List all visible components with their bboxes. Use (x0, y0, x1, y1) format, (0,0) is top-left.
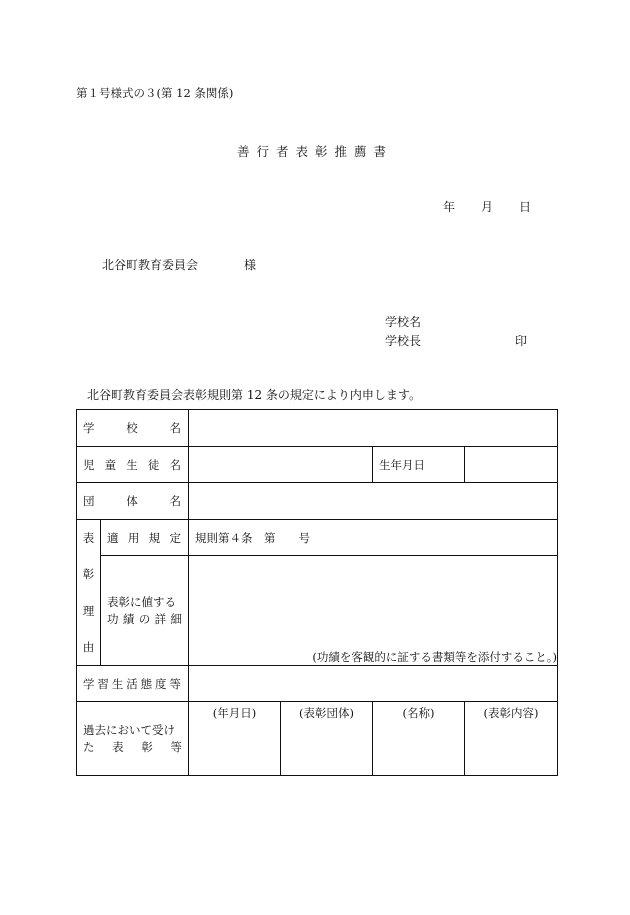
student-label (77, 457, 188, 473)
intro-text: 北谷町教育委員会表彰規則第 12 条の規定により内申します。 (87, 388, 421, 402)
past-awards-row (77, 702, 558, 776)
rule-value-cell[interactable] (189, 520, 558, 556)
label-char: 生 (111, 676, 124, 691)
reason-category-cell (77, 520, 101, 666)
birthdate-input-cell[interactable] (465, 447, 558, 483)
label-char: 児 (83, 457, 95, 472)
past-date-header: (年月日) (212, 706, 257, 720)
label-char: 表 (82, 531, 95, 546)
label-char: 童 (104, 457, 117, 472)
group-input-cell[interactable] (189, 483, 558, 520)
label-char: 校 (126, 421, 138, 435)
merit-label-line1: 表彰に値する (107, 594, 176, 609)
past-label-line1: 過去において受け (83, 722, 175, 737)
birthdate-label-cell (373, 447, 465, 483)
label-char: 学 (83, 421, 95, 435)
merit-label (101, 594, 188, 628)
label-char: 績 (122, 611, 135, 626)
label-char: 態 (140, 676, 153, 691)
label-char: 名 (169, 421, 181, 435)
past-name-col[interactable] (373, 702, 465, 776)
past-content-header: (表彰内容) (483, 706, 539, 720)
year-label: 年 (443, 200, 456, 214)
label-char: 表 (112, 739, 124, 754)
merit-note: (功績を客観的に証する書類等を添付すること。) (312, 650, 558, 664)
merit-label-line2 (107, 611, 182, 628)
attitude-row (77, 666, 558, 702)
label-char: た (83, 739, 95, 754)
label-char: 功 (107, 611, 119, 626)
past-label-line2 (83, 739, 182, 756)
past-org-col[interactable] (281, 702, 373, 776)
merit-label-cell (101, 556, 189, 666)
label-char: 適 (107, 530, 119, 545)
past-awards-label (77, 722, 188, 756)
label-char: 細 (170, 611, 182, 626)
seal-mark: 印 (515, 334, 528, 348)
label-char: 生 (126, 457, 138, 472)
label-char: 学 (83, 676, 95, 691)
label-char: 活 (126, 676, 138, 691)
label-char: 定 (169, 530, 181, 545)
birthdate-label: 生年月日 (379, 457, 425, 472)
label-char: 徒 (147, 457, 160, 472)
rule-value: 規則第４条 第 号 (195, 530, 310, 545)
attitude-label-cell (77, 666, 189, 702)
past-org-header: (表彰団体) (299, 706, 354, 720)
group-label (77, 493, 188, 509)
past-date-col[interactable] (189, 702, 281, 776)
recommendation-form-table (76, 409, 558, 776)
attitude-label (77, 676, 188, 692)
rule-label-cell (101, 520, 189, 556)
student-label-cell (77, 447, 189, 483)
past-name-header: (名称) (402, 706, 435, 720)
date-line (443, 198, 531, 215)
label-char: 名 (169, 457, 181, 472)
form-reference: 第１号様式の３(第 12 条関係) (76, 86, 234, 100)
label-char: 由 (82, 639, 95, 654)
school-row (77, 410, 558, 447)
label-char: 等 (170, 739, 182, 754)
rule-row (77, 520, 558, 556)
merit-row (77, 556, 558, 666)
attitude-input-cell[interactable] (189, 666, 558, 702)
label-char: 等 (169, 676, 181, 691)
label-char: 習 (97, 676, 109, 691)
label-char: 彰 (141, 739, 153, 754)
label-char: 理 (82, 603, 95, 618)
reason-category-label (77, 520, 100, 665)
school-label (77, 420, 188, 436)
group-label-cell (77, 483, 189, 520)
applicable-rule-label (101, 530, 188, 546)
past-label-cell (77, 702, 189, 776)
student-row (77, 447, 558, 483)
student-input-cell[interactable] (189, 447, 373, 483)
school-name-label: 学校名 (385, 315, 422, 329)
past-content-col[interactable] (465, 702, 558, 776)
label-char: 団 (83, 494, 95, 508)
month-label: 月 (481, 200, 494, 214)
principal-label: 学校長 (385, 334, 422, 348)
label-char: 用 (127, 530, 140, 545)
merit-input-cell[interactable] (189, 556, 558, 666)
label-char: 詳 (154, 611, 167, 626)
day-label: 日 (519, 200, 532, 214)
document-title: 善行者表彰推薦書 (236, 144, 393, 159)
label-char: 名 (169, 494, 181, 508)
label-char: 彰 (82, 567, 95, 582)
label-char: 規 (148, 530, 161, 545)
label-char: の (138, 611, 151, 626)
label-char: 度 (155, 676, 167, 691)
school-input-cell[interactable] (189, 410, 558, 447)
addressee: 北谷町教育委員会 (102, 258, 199, 272)
honorific: 様 (244, 258, 257, 272)
label-char: 体 (126, 494, 138, 508)
group-row (77, 483, 558, 520)
school-label-cell (77, 410, 189, 447)
